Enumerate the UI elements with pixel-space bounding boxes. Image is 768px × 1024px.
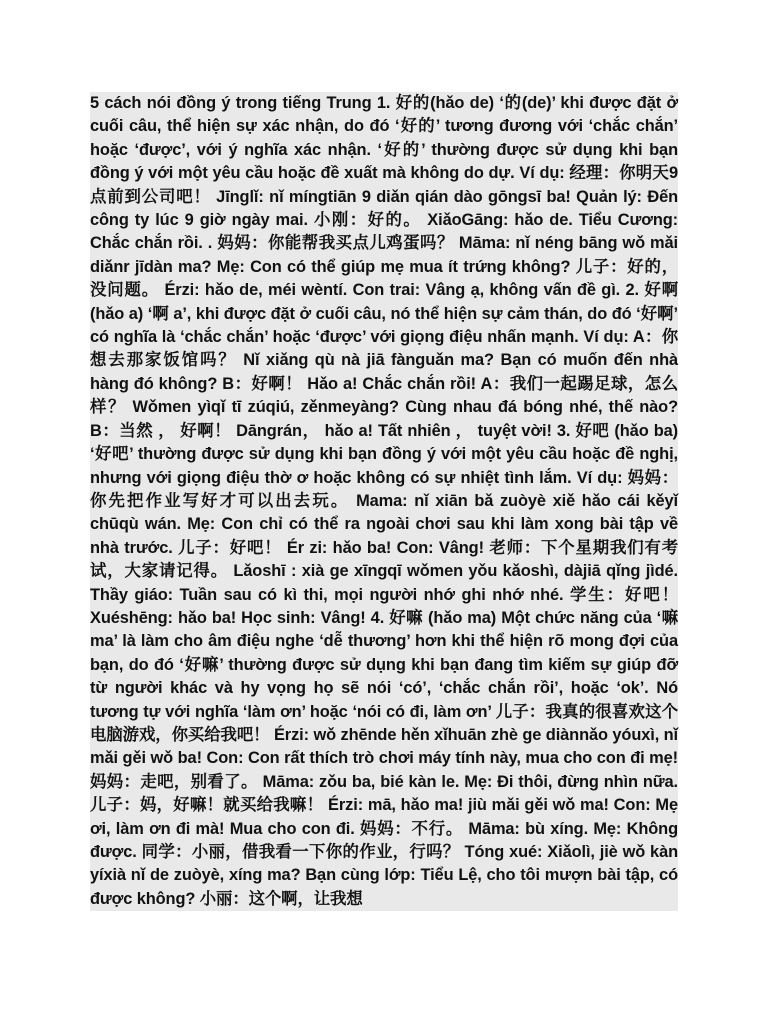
document-page [90,92,678,911]
document-body-text: 5 cách nói đồng ý trong tiếng Trung 1. 好的(hǎo de) ‘的(de)’ khi được đặt ở cuối câu, thể hiện sự xác nhận, do đó ‘好的’ tương đương với ‘chắc chắn’ hoặc ‘được’, với ý nghĩa xác nhận. ‘好的’ thường được sử dụng khi bạn đồng ý với một yêu cầu hoặc đề xuất mà không do dự. Ví dụ: 经理：你明天9点前到公司吧！ Jīnglǐ: nǐ míngtiān 9 diǎn qián dào gōngsī ba! Quản lý: Đến công ty lúc 9 giờ ngày mai. 小刚：好的。 XiǎoGāng: hǎo de. Tiểu Cương: Chắc chắn rồi. . 妈妈：你能帮我买点儿鸡蛋吗？ Māma: nǐ néng bāng wǒ mǎi diǎnr jīdàn ma? Mẹ: Con có thể giúp mẹ mua ít trứng không? 儿子：好的，没问题。 Érzi: hǎo de, méi wèntí. Con trai: Vâng ạ, không vấn đề gì. 2. 好啊 (hǎo a) ‘啊 a’, khi được đặt ở cuối câu, nó thể hiện sự cảm thán, do đó ‘好啊’ có nghĩa là ‘chắc chắn’ hoặc ‘được’ với giọng điệu nhấn mạnh. Ví dụ: A：你想去那家饭馆吗？ Nǐ xiǎng qù nà jiā fànguǎn ma? Bạn có muốn đến nhà hàng đó không? B：好啊！ Hǎo a! Chắc chắn rồi! A：我们一起踢足球，怎么样？ Wǒmen yìqǐ tī zúqiú, zěnmeyàng? Cùng nhau đá bóng nhé, thế nào? B：当然 ， 好啊！ Dāngrán， hǎo a! Tất nhiên ， tuyệt vời! 3. 好吧 (hǎo ba) ‘好吧’ thường được sử dụng khi bạn đồng ý với một yêu cầu hoặc đề nghị, nhưng với giọng điệu thờ ơ hoặc không có sự nhiệt tình lắm. Ví dụ: 妈妈：你先把作业写好才可以出去玩。 Mama: nǐ xiān bǎ zuòyè xiě hǎo cái kěyǐ chūqù wán. Mẹ: Con chỉ có thể ra ngoài chơi sau khi làm xong bài tập về nhà trước. 儿子：好吧！ Ér zi: hǎo ba! Con: Vâng! 老师：下个星期我们有考试，大家请记得。 Lǎoshī : xià ge xīngqī wǒmen yǒu kǎoshì, dàjiā qǐng jìdé. Thầy giáo: Tuần sau có kì thi, mọi người nhớ ghi nhớ nhé. 学生：好吧！ Xuéshēng: hǎo ba! Học sinh: Vâng! 4. 好嘛 (hǎo ma) Một chức năng của ‘嘛 ma’ là làm cho âm điệu nghe ‘dễ thương’ hơn khi thể hiện rõ mong đợi của bạn, do đó ‘好嘛’ thường được sử dụng khi bạn đang tìm kiếm sự giúp đỡ từ người khác và hy vọng họ sẽ nói ‘có’, ‘chắc chắn rồi’, hoặc ‘ok’. Nó tương tự với nghĩa ‘làm ơn’ hoặc ‘nói có đi, làm ơn’ 儿子：我真的很喜欢这个电脑游戏，你买给我吧！ Érzi: wǒ zhēnde hěn xǐhuān zhè ge diànnǎo yóuxì, nǐ mǎi gěi wǒ ba! Con: Con rất thích trò chơi máy tính này, mua cho con đi mẹ! 妈妈：走吧，别看了。 Māma: zǒu ba, bié kàn le. Mẹ: Đi thôi, đừng nhìn nữa. 儿子：妈，好嘛！就买给我嘛！ Érzi: mā, hǎo ma! jiù mǎi gěi wǒ ma! Con: Mẹ ơi, làm ơn đi mà! Mua cho con đi. 妈妈：不行。 Māma: bù xíng. Mẹ: Không được. 同学：小丽，借我看一下你的作业，行吗？ Tóng xué: Xiǎolì, jiè wǒ kàn yíxià nǐ de zuòyè, xíng ma? Bạn cùng lớp: Tiểu Lệ, cho tôi mượn bài tập, có được không? 小丽：这个啊，让我想 [90,92,678,911]
